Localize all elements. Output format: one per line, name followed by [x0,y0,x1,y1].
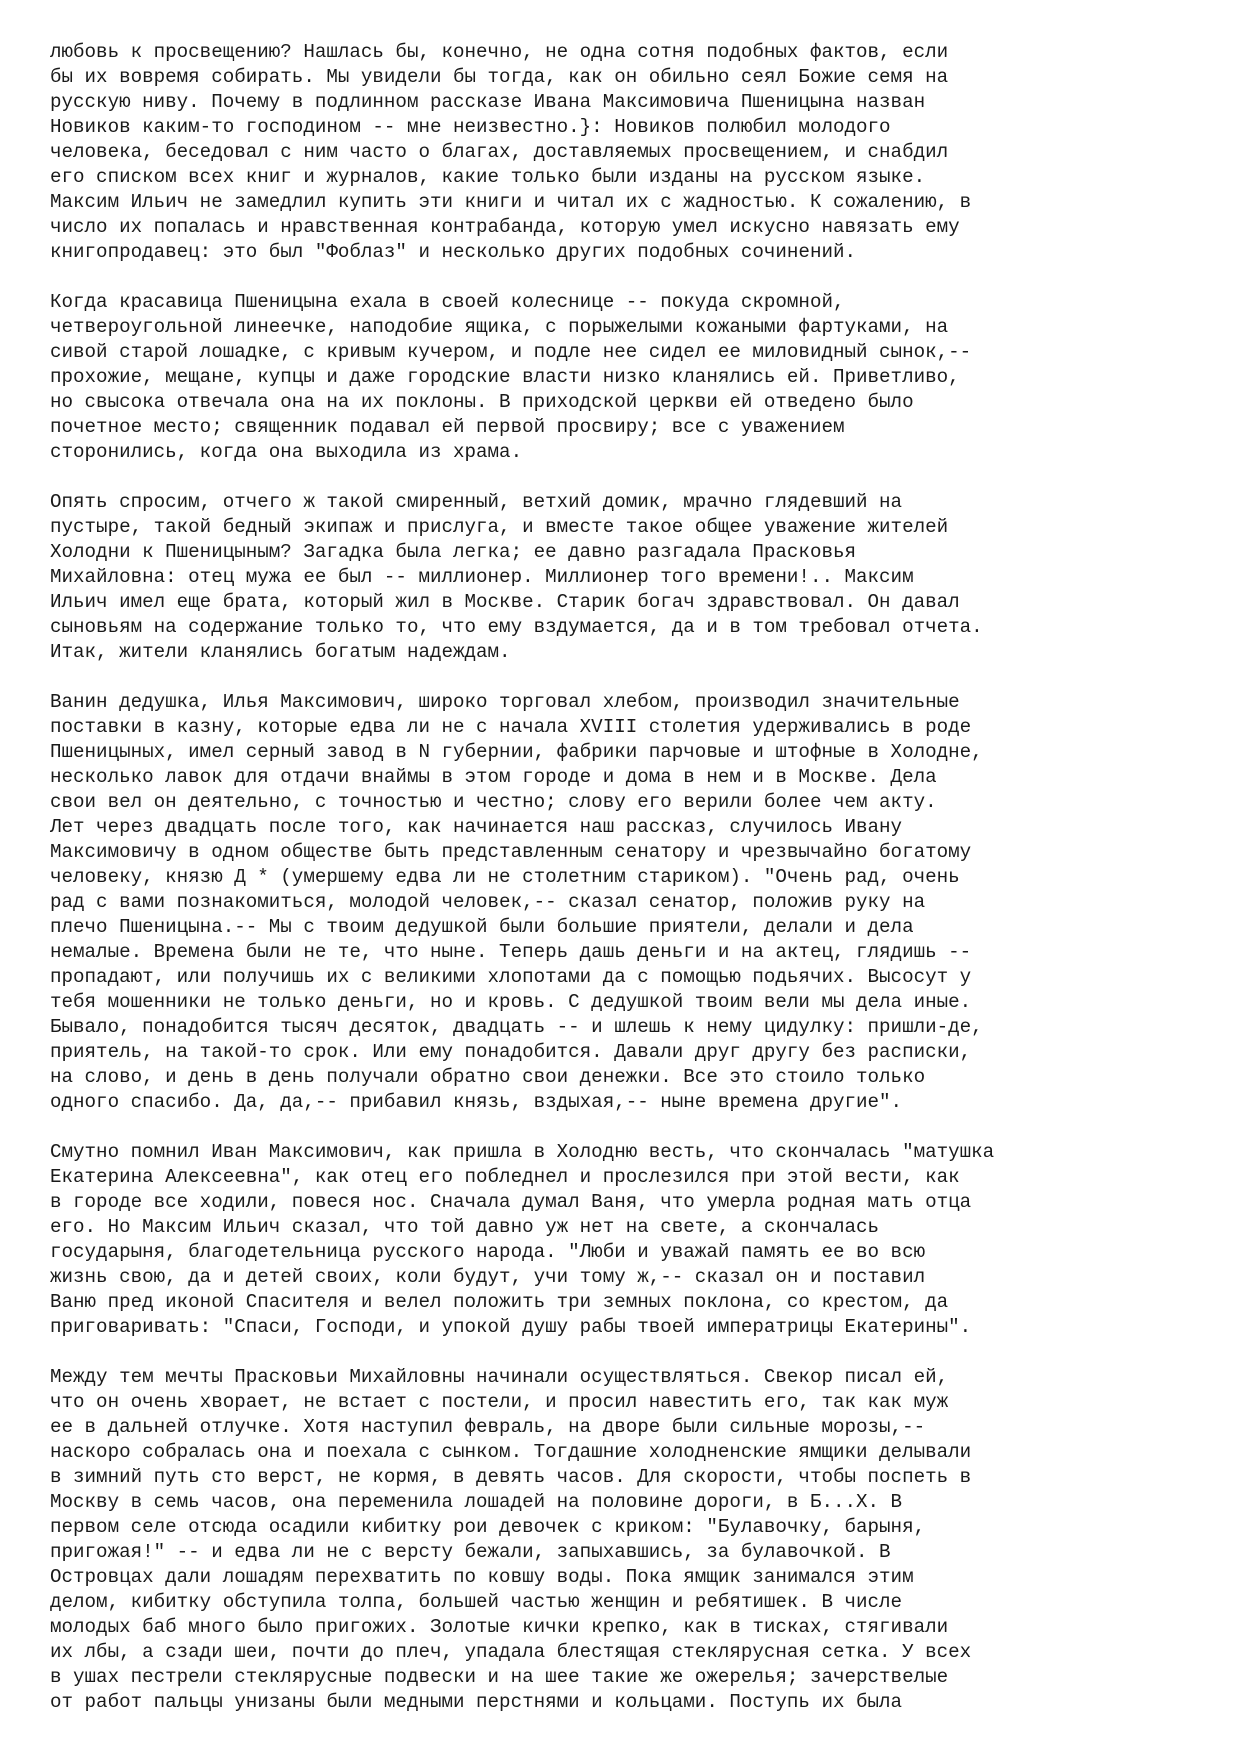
text-line: Холодни к Пшеницыным? Загадка была легка; ее давно разгадала Прасковья [50,541,857,563]
text-line: молодых баб много было пригожих. Золотые кички крепко, как в тисках, стягивали [50,1616,949,1638]
text-line: одного спасибо. Да, да,-- прибавил князь, вздыхая,-- ныне времена другие". [50,1091,903,1113]
text-line: книгопродавец: это был "Фоблаз" и несколько других подобных сочинений. [50,241,857,263]
paragraph-6 [50,1365,1220,1715]
text-line: русскую ниву. Почему в подлинном рассказе Ивана Максимовича Пшеницына назван [50,91,926,113]
text-line: Смутно помнил Иван Максимович, как пришла в Холодню весть, что скончалась "матушка [50,1141,995,1163]
text-line: делом, кибитку обступила толпа, большей частью женщин и ребятишек. В числе [50,1591,903,1613]
text-line: но свысока отвечала она на их поклоны. В приходской церкви ей отведено было [50,391,914,413]
text-line: тебя мошенники не только деньги, но и кровь. С дедушкой твоим вели мы дела иные. [50,991,972,1013]
text-line: в ушах пестрели стеклярусные подвески и на шее такие же ожерелья; зачерствелые [50,1666,949,1688]
text-line: человека, беседовал с ним часто о благах, доставляемых просвещением, и снабдил [50,141,949,163]
text-line: Лет через двадцать после того, как начинается наш рассказ, случилось Ивану [50,816,903,838]
text-line: сыновьям на содержание только то, что ему вздумается, да и в том требовал отчета. [50,616,983,638]
text-line: Когда красавица Пшеницына ехала в своей колеснице -- покуда скромной, [50,291,845,313]
text-line: его. Но Максим Ильич сказал, что той давно уж нет на свете, а скончалась [50,1216,880,1238]
text-line: человеку, князю Д * (умершему едва ли не столетним стариком). "Очень рад, очень [50,866,960,888]
text-line: пропадают, или получишь их с великими хлопотами да с помощью подьячих. Высосут у [50,966,972,988]
text-line: Ильич имел еще брата, который жил в Москве. Старик богач здравствовал. Он давал [50,591,960,613]
text-line: рад с вами познакомиться, молодой человек,-- сказал сенатор, положив руку на [50,891,926,913]
paragraph-2 [50,290,1220,465]
text-line: Михайловна: отец мужа ее был -- миллионер. Миллионер того времени!.. Максим [50,566,914,588]
text-line: плечо Пшеницына.-- Мы с твоим дедушкой были большие приятели, делали и дела [50,916,914,938]
text-line: приятель, на такой-то срок. Или ему понадобится. Давали друг другу без расписки, [50,1041,972,1063]
text-line: жизнь свою, да и детей своих, коли будут, учи тому ж,-- сказал он и поставил [50,1266,926,1288]
text-line: Новиков каким-то господином -- мне неизвестно.}: Новиков полюбил молодого [50,116,891,138]
text-line: Итак, жители кланялись богатым надеждам. [50,641,511,663]
text-line: бы их вовремя собирать. Мы увидели бы тогда, как он обильно сеял Божие семя на [50,66,949,88]
text-line: свои вел он деятельно, с точностью и честно; слову его верили более чем акту. [50,791,937,813]
text-line: в зимний путь сто верст, не кормя, в девять часов. Для скорости, чтобы поспеть в [50,1466,972,1488]
text-line: приговаривать: "Спаси, Господи, и упокой душу рабы твоей императрицы Екатерины". [50,1316,972,1338]
text-line: пустыре, такой бедный экипаж и прислуга, и вместе такое общее уважение жителей [50,516,949,538]
text-line: государыня, благодетельница русского народа. "Люби и уважай память ее во всю [50,1241,926,1263]
text-line: от работ пальцы унизаны были медными перстнями и кольцами. Поступь их была [50,1691,903,1713]
text-line: Максим Ильич не замедлил купить эти книги и читал их с жадностью. К сожалению, в [50,191,972,213]
text-line: их лбы, а сзади шеи, почти до плеч, упадала блестящая стеклярусная сетка. У всех [50,1641,972,1663]
text-line: немалые. Времена были не те, что ныне. Теперь дашь деньги и на актец, глядишь -- [50,941,972,963]
text-line: наскоро собралась она и поехала с сынком. Тогдашние холодненские ямщики делывали [50,1441,972,1463]
paragraph-1 [50,40,1220,265]
text-line: сторонились, когда она выходила из храма. [50,441,523,463]
text-line: любовь к просвещению? Нашлась бы, конечно, не одна сотня подобных фактов, если [50,41,949,63]
text-line: ее в дальней отлучке. Хотя наступил февраль, на дворе были сильные морозы,-- [50,1416,926,1438]
text-line: Бывало, понадобится тысяч десяток, двадцать -- и шлешь к нему цидулку: пришли-де, [50,1016,983,1038]
text-line: Островцах дали лошадям перехватить по ковшу воды. Пока ямщик занимался этим [50,1566,914,1588]
text-line: Ваню пред иконой Спасителя и велел положить три земных поклона, со крестом, да [50,1291,949,1313]
document-page [50,40,1220,1740]
text-line: Екатерина Алексеевна", как отец его побледнел и прослезился при этой вести, как [50,1166,960,1188]
text-line: почетное место; священник подавал ей первой просвиру; все с уважением [50,416,845,438]
paragraph-3 [50,490,1220,665]
paragraph-5 [50,1140,1220,1340]
text-line: Ванин дедушка, Илья Максимович, широко торговал хлебом, производил значительные [50,691,960,713]
text-line: в городе все ходили, повеся нос. Сначала думал Ваня, что умерла родная мать отца [50,1191,972,1213]
text-line: число их попалась и нравственная контрабанда, которую умел искусно навязать ему [50,216,960,238]
text-line: первом селе отсюда осадили кибитку рои девочек с криком: "Булавочку, барыня, [50,1516,926,1538]
text-line: несколько лавок для отдачи внаймы в этом городе и дома в нем и в Москве. Дела [50,766,937,788]
text-line: Между тем мечты Прасковьи Михайловны начинали осуществляться. Свекор писал ей, [50,1366,949,1388]
text-line: четвероугольной линеечке, наподобие ящика, с порыжелыми кожаными фартуками, на [50,316,949,338]
text-line: Пшеницыных, имел серный завод в N губернии, фабрики парчовые и штофные в Холодне, [50,741,983,763]
text-line: Максимовичу в одном обществе быть представленным сенатору и чрезвычайно богатому [50,841,972,863]
text-line: пригожая!" -- и едва ли не с версту бежали, запыхавшись, за булавочкой. В [50,1541,891,1563]
text-line: что он очень хворает, не встает с постели, и просил навестить его, так как муж [50,1391,949,1413]
text-line: прохожие, мещане, купцы и даже городские власти низко кланялись ей. Приветливо, [50,366,960,388]
text-line: Опять спросим, отчего ж такой смиренный, ветхий домик, мрачно глядевший на [50,491,903,513]
text-line: Москву в семь часов, она переменила лошадей на половине дороги, в Б...Х. В [50,1491,903,1513]
text-line: на слово, и день в день получали обратно свои денежки. Все это стоило только [50,1066,926,1088]
text-line: сивой старой лошадке, с кривым кучером, и подле нее сидел ее миловидный сынок,-- [50,341,972,363]
text-line: его списком всех книг и журналов, какие только были изданы на русском языке. [50,166,926,188]
paragraph-4 [50,690,1220,1115]
text-line: поставки в казну, которые едва ли не с начала XVIII столетия удерживались в роде [50,716,972,738]
